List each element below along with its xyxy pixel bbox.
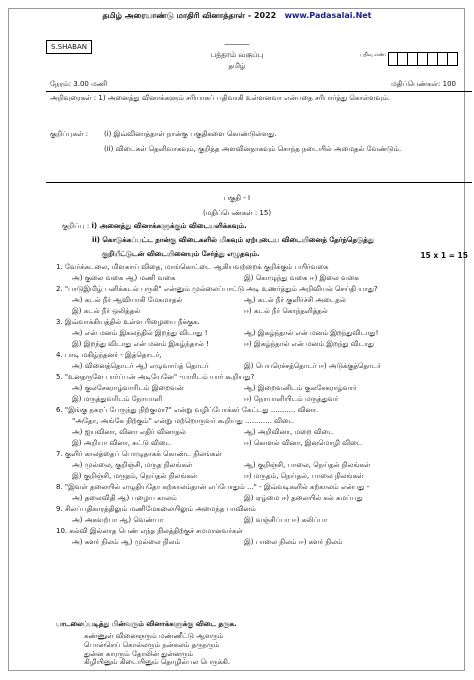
hints [62, 222, 472, 263]
question-text: 2. "பாடுஇமிழ் பனிக்கடல் பருகி" என்னும் முல்லைப்பாட்டு அடி உணர்த்தும் அறிவியல் செய்தி யாது? [56, 285, 378, 293]
option-a: இ) அறியா வினா, சுட்டு விடை [72, 439, 172, 447]
option-b: ஆ) குறிஞ்சி, பாலை, நெய்தல் நிலங்கள் [244, 461, 371, 469]
question-text: 4. பாடி மகிழ்ந்தனர் - இத்தொடர், [56, 351, 162, 359]
option-row [72, 494, 466, 503]
question-text: 6. "இங்கு நகரப் பேருந்து நிற்குமா?" என்று வழிப்போக்கர் கேட்டது ........... வினா. [56, 406, 319, 414]
paper-title: தமிழ் அரையாண்டு மாதிரி வினாத்தாள் - 2022 [102, 11, 277, 20]
instructions [50, 94, 470, 103]
part-title: பகுதி - I [223, 194, 251, 202]
option-row [72, 472, 466, 481]
question-text: 5. "உனதருளே பார்ப்பன் அடியேனே" -யாரிடம் யார் கூறியது? [56, 373, 255, 381]
hint-label: குறிப்பு : [62, 222, 90, 230]
total-marks: மதிப்பெண்கள்: 100 [391, 80, 456, 88]
notes-label: குறிப்புகள் : [50, 130, 88, 138]
poem-line: துன்ன காரரும் தோலின் துன்னரும் [84, 649, 194, 658]
option-a: அ) தலைவிதி ஆ) பழைய காலம் [72, 494, 177, 502]
reg-cell[interactable] [398, 52, 408, 66]
question-text: 9. சிலப்பதிகாரத்திலும் மணிமேகலையிலும் அமைந்த பாவினம் [56, 505, 256, 513]
option-b: ஆ) கடல் நீர் குளிர்ச்சி அடைதல் [244, 296, 346, 304]
option-a: அ) அகவற்பா ஆ) வெண்பா [72, 516, 164, 524]
option-a: அ) குலை வகை ஆ) மணி வகை [72, 274, 176, 282]
reg-cell[interactable] [438, 52, 448, 66]
register-number-label: பதிவு எண்: [360, 52, 387, 58]
option-a: அ) குலசேகராழ்வாரிடம் இறைவன் [72, 384, 184, 392]
reg-cell[interactable] [408, 52, 418, 66]
option-b: இ) பெயரெச்சத்தொடர் ஈ) அடுக்குத்தொடர் [244, 362, 381, 370]
option-a: இ) இறந்து விடாது என் மனம் இகழ்ந்தால் ! [72, 340, 209, 348]
option-a: இ) மருத்துவரிடம் நோயாளி [72, 395, 163, 403]
hint-1: i) அனைத்து வினாக்களுக்கும் விடையளிக்கவும். [91, 222, 247, 230]
option-row [72, 329, 466, 338]
option-b: ஆ) அறிவினா, மறை விடை [244, 428, 334, 436]
hint-2: ii) கொடுக்கப்பட்ட நான்கு விடைகளில் மிகவும் ஏற்புடைய விடையினைத் தேர்ந்தெடுத்து [92, 235, 374, 244]
option-row [72, 274, 466, 283]
register-number-box [360, 51, 465, 69]
score-formula: 15 x 1 = 15 [420, 251, 468, 260]
option-row [72, 384, 466, 393]
option-row [72, 428, 466, 437]
instruction-text: 1) அனைத்து வினாக்களும் சரியாகப் பதிவாகி உள்ளனவா என்பதை சரிபார்த்து கொள்ளவும். [98, 94, 391, 102]
note-2: (ii) விடைகள் தெளிவாகவும், குறித்த அளவினதாகவும் சொந்த நடையில் அமைதல் வேண்டும். [104, 144, 402, 153]
question-text: 3. இவ்வாக்கியத்தில் உள்ள பிழையை நீக்குக. [56, 318, 200, 326]
subject-line: தமிழ் [228, 62, 246, 70]
option-row [72, 538, 466, 547]
register-number-cells [388, 52, 458, 66]
option-b: இ) பாலை நிலம் ஈ) களர் நிலம் [244, 538, 343, 546]
time-row [50, 80, 462, 89]
option-b: ஈ) கடல் நீர் கொந்தளித்தல் [244, 307, 328, 315]
reg-cell[interactable] [388, 52, 398, 66]
reg-cell[interactable] [418, 52, 428, 66]
reg-cell[interactable] [448, 52, 458, 66]
option-row [72, 395, 466, 404]
name-box: S.SHABAN [46, 40, 92, 54]
divider [46, 182, 472, 183]
option-a: இ) கடல் நீர் ஒலித்தல் [72, 307, 141, 315]
option-row [72, 340, 466, 349]
option-b: இ) ஏழ்மை ஈ) தலையில் கல் சுமப்பது [244, 494, 363, 502]
option-row [72, 516, 466, 525]
option-row [72, 417, 466, 426]
divider [46, 91, 472, 92]
option-a: அ) என் மனம் இகலந்தில் இறந்து விடாது ! [72, 329, 208, 337]
notes [50, 130, 470, 160]
hint-3: குறியீட்டுடன் விடையினையும் சேர்த்து எழுதவும். [102, 249, 260, 258]
note-1: (i) இவ்வினாத்தாள் நான்கு பகுதிகளை கொண்டுள்ளது. [104, 130, 277, 138]
question-text: 8. "இவள் தலையில் எழுதியதோ கற்காலம்தான் எப்போதும் ..." - இவ்வடிகளில் கற்காலம் என்பது - [56, 483, 370, 491]
time-label: நேரம்: 3.00 மணி [50, 80, 108, 88]
option-row [72, 307, 466, 316]
option-row [72, 461, 466, 470]
option-a: "அதோ, அங்கே நிற்கும்" என்று மற்றொருவர் கூறியது ............ விடை [72, 417, 295, 425]
option-b: ஆ) இகழ்ந்தால் என் மனம் இறந்துவிடாது! [244, 329, 379, 337]
dash-line: _______ [224, 37, 250, 45]
option-b: இ) வஞ்சிப்பா ஈ) கலிப்பா [244, 516, 328, 524]
option-b: ஈ) கொளல் வினா, இனமொழி விடை [244, 439, 363, 447]
site-name: www.Padasalai.Net [284, 11, 372, 20]
poem [84, 632, 384, 667]
option-a: அ) ஐயவினா, வினா எதிர் வினாதல் [72, 428, 186, 436]
option-a: அ) களர் நிலம் ஆ) முல்லை நிலம் [72, 538, 181, 546]
option-b: ஆ) இறைவனிடம் குலசேகராழ்வார் [244, 384, 357, 392]
class-line: பத்தாம் வகுப்பு [210, 50, 264, 59]
part-marks: (மதிப்பெண்கள் : 15) [202, 209, 272, 217]
option-b: ஈ) மருதம், நெய்தல், பாலை நிலங்கள் [244, 472, 364, 480]
instruction-label: அறிவுரைகள் : [50, 94, 97, 102]
paper-header [0, 11, 474, 21]
option-row [72, 296, 466, 305]
question-text: 7. குளிர் காலத்தைப் பொழுதாகக் கொண்ட நிலங்கள் [56, 450, 222, 458]
poem-intro: பாடலைப்படித்து பின்வரும் வினாக்களுக்கு விடை தருக. [56, 620, 237, 628]
option-b: ஈ) நோயாளியிடம் மருத்துவர் [244, 395, 339, 403]
question-text: 1. வேர்க்கடலை, மிளகாய் விதை, மாங்கொட்டை ஆகியவற்றைக் குறிக்கும் பயிர்வகை [56, 263, 329, 271]
reg-cell[interactable] [428, 52, 438, 66]
option-a: இ) குறிஞ்சி, மருதம், நெய்தல் நிலங்கள் [72, 472, 198, 480]
poem-line: கண்ணுள் வினைஞரும் மண்ணீட்டு ஆளரும் [84, 632, 224, 640]
question-text: 10. கல்வி இல்லாத பெண் எந்த நிலத்திற்குச் சமமானவர்கள் [56, 527, 243, 535]
option-a: அ) முல்லை, குறிஞ்சி, மருத நிலங்கள் [72, 461, 193, 469]
poem-line: பொன்செய் கொல்லரும் நன்கலம் தருநரும் [84, 640, 220, 649]
option-b: ஈ) இகழ்ந்தால் என் மனம் இறந்து விடாது [244, 340, 374, 348]
option-b: இ) கொழுந்து வகை ஈ) இலை வகை [244, 274, 359, 282]
option-row [72, 362, 466, 371]
poem-line: கிழியினும் கிடையினும் தொழில்பல பெருக்கி. [84, 658, 231, 667]
option-a: அ) கடல் நீர் ஆவியாகி மேகமாதல் [72, 296, 183, 304]
option-row [72, 439, 466, 448]
option-a: அ) வினைத்தொடர் ஆ) எழுவாய்த் தொடர் [72, 362, 209, 370]
